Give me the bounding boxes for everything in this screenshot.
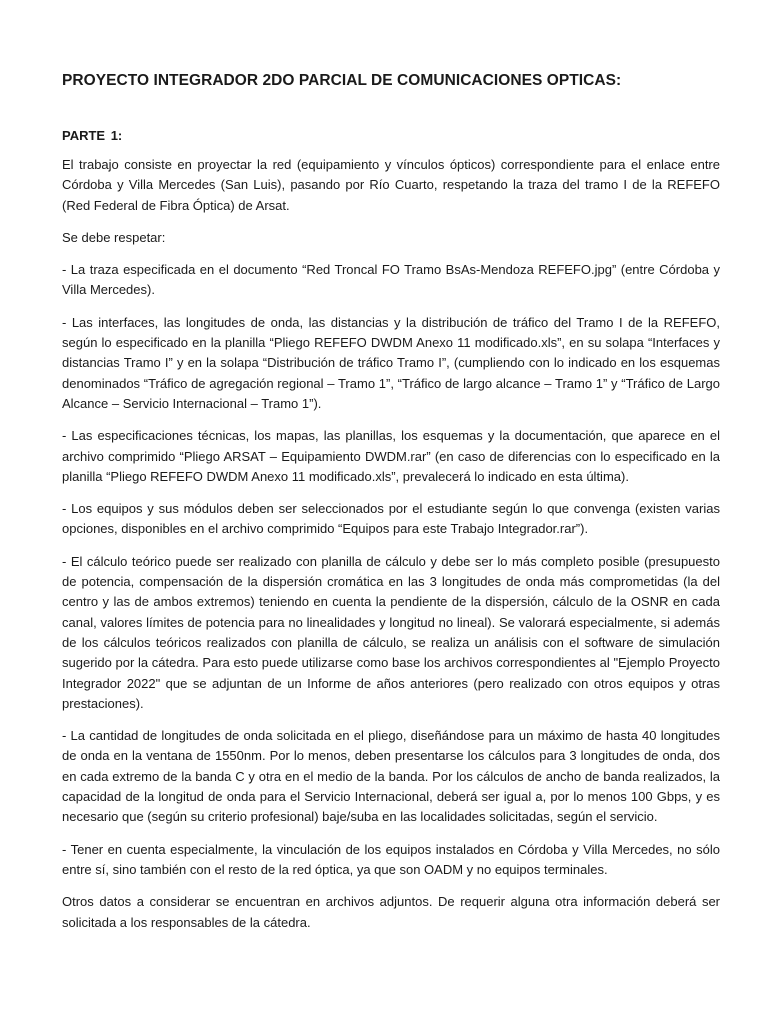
paragraph-vinculacion: - Tener en cuenta especialmente, la vinculación de los equipos instalados en Córdoba y Villa Mercedes, no sólo entre sí, sino también con el resto de la red óptica, ya que son OADM y no equipos terminales. [62, 841, 720, 877]
paragraph-otros-datos: Otros datos a considerar se encuentran en archivos adjuntos. De requerir alguna otra información deberá ser solicitada a los responsables de la cátedra. [62, 894, 720, 930]
paragraph-intro: El trabajo consiste en proyectar la red (equipamiento y vínculos ópticos) correspondiente para el enlace entre Córdoba y Villa Mercedes (San Luis), pasando por Río Cuarto, respetando la traza del tramo I de la REFEFO (Red Federal de Fibra Óptica) de Arsat. [62, 157, 720, 213]
paragraph-longitudes-de-onda: - La cantidad de longitudes de onda solicitada en el pliego, diseñándose para un máximo de hasta 40 longitudes de onda en la ventana de 1550nm. Por lo menos, deben presentarse los cálculos para 3 longitudes de onda, dos en cada extremo de la banda C y otra en el medio de la banda. Por los cálculos de ancho de banda realizados, la capacidad de la longitud de onda para el Servicio Internacional, deberá ser igual a, por lo menos 100 Gbps, y es necesario que (según su criterio profesional) baje/suba en las localidades solicitadas, según el servicio. [62, 728, 720, 825]
document-title: PROYECTO INTEGRADOR 2DO PARCIAL DE COMUNICACIONES OPTICAS: [62, 72, 622, 89]
paragraph-calculo-teorico: - El cálculo teórico puede ser realizado con planilla de cálculo y debe ser lo más completo posible (presupuesto de potencia, compensación de la dispersión cromática en las 3 longitudes de onda más comprometidas (la del centro y las de ambos extremos) teniendo en cuenta la pendiente de la dispersión, cálculo de la OSNR en cada canal, valores límites de potencia para no linealidades y longitud no lineal). Se valorará especialmente, si además de los cálculos teóricos realizados con planilla de cálculo, se realiza un análisis con el software de simulación sugerido por la cátedra. Para esto puede utilizarse como base los archivos correspondientes al "Ejemplo Proyecto Integrador 2022" que se adjuntan de un Informe de años anteriores (pero realizado con otros equipos y otras prestaciones). [62, 553, 720, 711]
section-heading-parte-1: PARTE 1: [62, 128, 123, 143]
paragraph-especificaciones: - Las especificaciones técnicas, los mapas, las planillas, los esquemas y la documentación, que aparece en el archivo comprimido “Pliego ARSAT – Equipamiento DWDM.rar” (en caso de diferencias con lo especificado en la planilla “Pliego REFEFO DWDM Anexo 11 modificado.xls”, prevalecerá lo indicado en esta última). [62, 428, 720, 484]
paragraph-traza: - La traza especificada en el documento “Red Troncal FO Tramo BsAs-Mendoza REFEFO.jpg” (entre Córdoba y Villa Mercedes). [62, 262, 720, 298]
paragraph-interfaces: - Las interfaces, las longitudes de onda, las distancias y la distribución de tráfico del Tramo I de la REFEFO, según lo especificado en la planilla “Pliego REFEFO DWDM Anexo 11 modificado.xls”, en su solapa “Interfaces y distancias Tramo I” y en la solapa “Distribución de tráfico Tramo I”, (cumpliendo con lo indicado en los esquemas denominados “Tráfico de agregación regional – Tramo 1”, “Tráfico de largo alcance – Tramo 1” y “Tráfico de Largo Alcance – Servicio Internacional – Tramo 1”). [62, 314, 720, 411]
paragraph-equipos: - Los equipos y sus módulos deben ser seleccionados por el estudiante según lo que convenga (existen varias opciones, disponibles en el archivo comprimido “Equipos para este Trabajo Integrador.rar”). [62, 501, 720, 537]
paragraph-se-debe-respetar: Se debe respetar: [62, 229, 166, 245]
